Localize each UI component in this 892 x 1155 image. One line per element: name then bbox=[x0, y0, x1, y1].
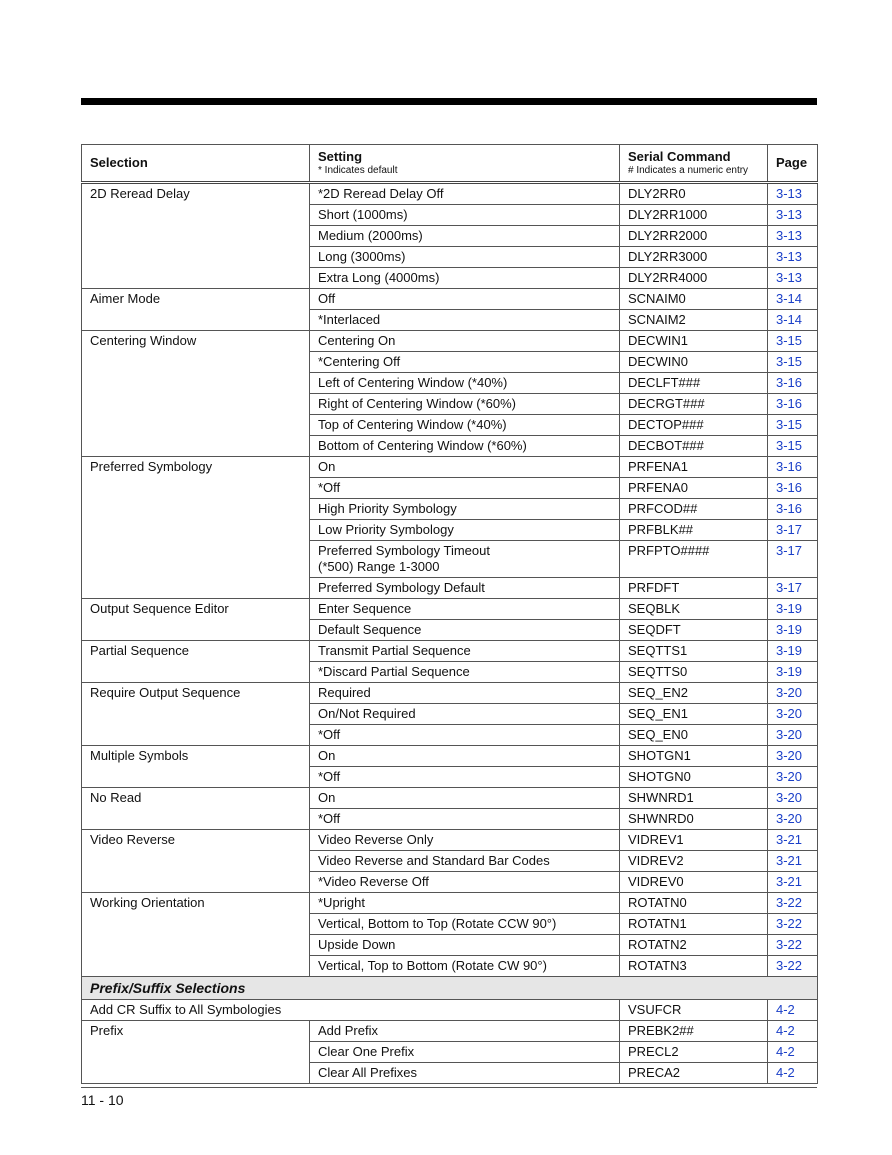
section-header-row bbox=[82, 977, 818, 1000]
setting-text: On bbox=[318, 459, 336, 474]
setting-cell bbox=[310, 226, 620, 247]
table-row bbox=[82, 1000, 818, 1021]
setting-cell bbox=[310, 872, 620, 893]
selection-cell: 2D Reread Delay bbox=[82, 183, 310, 289]
setting-cell bbox=[310, 478, 620, 499]
serial-command-cell: DLY2RR1000 bbox=[620, 205, 768, 226]
setting-text: *Discard Partial Sequence bbox=[318, 664, 470, 679]
page-link[interactable]: 4-2 bbox=[768, 1063, 818, 1084]
serial-command-cell: SEQ_EN0 bbox=[620, 725, 768, 746]
setting-text: Vertical, Bottom to Top (Rotate CCW 90°) bbox=[318, 916, 557, 931]
setting-text: Transmit Partial Sequence bbox=[318, 643, 471, 658]
setting-text: *Centering Off bbox=[318, 354, 401, 369]
setting-cell bbox=[310, 541, 620, 578]
setting-text: *Off bbox=[318, 811, 341, 826]
page-link[interactable]: 3-16 bbox=[768, 478, 818, 499]
serial-command-cell: DECBOT### bbox=[620, 436, 768, 457]
header-page: Page bbox=[768, 145, 818, 183]
setting-text: Bottom of Centering Window (*60%) bbox=[318, 438, 527, 453]
page-link[interactable]: 3-13 bbox=[768, 268, 818, 289]
table-header-row bbox=[82, 145, 818, 183]
serial-command-cell: SEQBLK bbox=[620, 599, 768, 620]
setting-text: Top of Centering Window (*40%) bbox=[318, 417, 507, 432]
selection-cell: Working Orientation bbox=[82, 893, 310, 977]
setting-text: On bbox=[318, 790, 336, 805]
serial-command-cell: PRECL2 bbox=[620, 1042, 768, 1063]
setting-text: Right of Centering Window (*60%) bbox=[318, 396, 516, 411]
page-link[interactable]: 3-17 bbox=[768, 541, 818, 578]
table-row bbox=[82, 830, 818, 851]
serial-command-cell: VIDREV2 bbox=[620, 851, 768, 872]
setting-cell bbox=[310, 247, 620, 268]
page-link[interactable]: 3-20 bbox=[768, 725, 818, 746]
setting-text: Extra Long (4000ms) bbox=[318, 270, 440, 285]
header-selection: Selection bbox=[82, 145, 310, 183]
serial-command-cell: VIDREV1 bbox=[620, 830, 768, 851]
setting-cell bbox=[310, 767, 620, 788]
section-title: Prefix/Suffix Selections bbox=[82, 977, 818, 1000]
setting-cell bbox=[310, 1063, 620, 1084]
serial-command-cell: ROTATN2 bbox=[620, 935, 768, 956]
serial-command-cell: SHWNRD1 bbox=[620, 788, 768, 809]
page-link[interactable]: 3-20 bbox=[768, 746, 818, 767]
setting-text: Video Reverse Only bbox=[318, 832, 434, 847]
table-row bbox=[82, 457, 818, 478]
setting-cell bbox=[310, 683, 620, 704]
setting-cell bbox=[310, 956, 620, 977]
page-link[interactable]: 3-16 bbox=[768, 373, 818, 394]
serial-command-cell: SHOTGN0 bbox=[620, 767, 768, 788]
table-row bbox=[82, 788, 818, 809]
setting-cell bbox=[310, 578, 620, 599]
serial-command-cell: ROTATN1 bbox=[620, 914, 768, 935]
setting-text: Clear All Prefixes bbox=[318, 1065, 417, 1080]
setting-cell bbox=[310, 331, 620, 352]
setting-cell bbox=[310, 183, 620, 205]
serial-command-cell: SCNAIM0 bbox=[620, 289, 768, 310]
header-setting: Setting * Indicates default bbox=[310, 145, 620, 183]
selection-cell: No Read bbox=[82, 788, 310, 830]
serial-command-cell: VSUFCR bbox=[620, 1000, 768, 1021]
page-link[interactable]: 3-22 bbox=[768, 935, 818, 956]
setting-cell bbox=[310, 893, 620, 914]
setting-text-line2: (*500) Range 1-3000 bbox=[318, 559, 440, 574]
setting-text: Default Sequence bbox=[318, 622, 422, 637]
table-row bbox=[82, 599, 818, 620]
page-link[interactable]: 3-19 bbox=[768, 662, 818, 683]
serial-command-cell: ROTATN3 bbox=[620, 956, 768, 977]
table-row bbox=[82, 683, 818, 704]
selection-cell: Require Output Sequence bbox=[82, 683, 310, 746]
setting-text: Low Priority Symbology bbox=[318, 522, 454, 537]
selection-cell: Add CR Suffix to All Symbologies bbox=[82, 1000, 620, 1021]
serial-command-cell: SEQ_EN2 bbox=[620, 683, 768, 704]
setting-cell bbox=[310, 394, 620, 415]
page-link[interactable]: 3-15 bbox=[768, 352, 818, 373]
serial-command-cell: ROTATN0 bbox=[620, 893, 768, 914]
setting-cell bbox=[310, 205, 620, 226]
setting-cell bbox=[310, 310, 620, 331]
serial-command-cell: PRFBLK## bbox=[620, 520, 768, 541]
page-link[interactable]: 3-14 bbox=[768, 289, 818, 310]
setting-text: Add Prefix bbox=[318, 1023, 378, 1038]
setting-text: *Off bbox=[318, 769, 341, 784]
table-row bbox=[82, 289, 818, 310]
setting-text: *Upright bbox=[318, 895, 365, 910]
serial-command-cell: PRFENA0 bbox=[620, 478, 768, 499]
setting-cell bbox=[310, 830, 620, 851]
setting-text: Left of Centering Window (*40%) bbox=[318, 375, 508, 390]
setting-text: Off bbox=[318, 291, 336, 306]
table-row bbox=[82, 641, 818, 662]
setting-cell bbox=[310, 520, 620, 541]
selection-cell: Aimer Mode bbox=[82, 289, 310, 331]
serial-command-cell: VIDREV0 bbox=[620, 872, 768, 893]
page-link[interactable]: 3-21 bbox=[768, 872, 818, 893]
selection-cell: Video Reverse bbox=[82, 830, 310, 893]
setting-text: Preferred Symbology Timeout bbox=[318, 543, 490, 558]
header-setting-note: * Indicates default bbox=[318, 165, 398, 176]
setting-text: Upside Down bbox=[318, 937, 396, 952]
selection-cell: Partial Sequence bbox=[82, 641, 310, 683]
setting-cell bbox=[310, 935, 620, 956]
page-link[interactable]: 3-20 bbox=[768, 683, 818, 704]
page-link[interactable]: 4-2 bbox=[768, 1000, 818, 1021]
page-link[interactable]: 3-20 bbox=[768, 767, 818, 788]
command-table bbox=[81, 144, 818, 1084]
serial-command-cell: DECWIN0 bbox=[620, 352, 768, 373]
footer-rule bbox=[81, 1087, 817, 1088]
setting-text: *2D Reread Delay Off bbox=[318, 186, 444, 201]
serial-command-cell: SCNAIM2 bbox=[620, 310, 768, 331]
setting-cell bbox=[310, 415, 620, 436]
page-link[interactable]: 3-21 bbox=[768, 851, 818, 872]
page-link[interactable]: 3-22 bbox=[768, 893, 818, 914]
page-link[interactable]: 3-16 bbox=[768, 499, 818, 520]
page-link[interactable]: 3-13 bbox=[768, 205, 818, 226]
setting-cell bbox=[310, 599, 620, 620]
setting-text: Centering On bbox=[318, 333, 396, 348]
command-table-container bbox=[81, 144, 817, 1084]
serial-command-cell: PRFPTO#### bbox=[620, 541, 768, 578]
table-row bbox=[82, 893, 818, 914]
table-row bbox=[82, 331, 818, 352]
setting-cell bbox=[310, 662, 620, 683]
table-row bbox=[82, 1021, 818, 1042]
setting-text: Medium (2000ms) bbox=[318, 228, 423, 243]
selection-cell: Output Sequence Editor bbox=[82, 599, 310, 641]
setting-text: *Off bbox=[318, 727, 341, 742]
selection-cell: Centering Window bbox=[82, 331, 310, 457]
header-serial-note: # Indicates a numeric entry bbox=[628, 165, 749, 176]
table-row bbox=[82, 746, 818, 767]
page-link[interactable]: 3-13 bbox=[768, 226, 818, 247]
setting-text: Video Reverse and Standard Bar Codes bbox=[318, 853, 550, 868]
serial-command-cell: SEQDFT bbox=[620, 620, 768, 641]
setting-text: Vertical, Top to Bottom (Rotate CW 90°) bbox=[318, 958, 547, 973]
serial-command-cell: SEQTTS1 bbox=[620, 641, 768, 662]
serial-command-cell: DECTOP### bbox=[620, 415, 768, 436]
top-rule bbox=[81, 98, 817, 105]
setting-cell bbox=[310, 1021, 620, 1042]
page-link[interactable]: 3-16 bbox=[768, 394, 818, 415]
serial-command-cell: PRFENA1 bbox=[620, 457, 768, 478]
serial-command-cell: DLY2RR4000 bbox=[620, 268, 768, 289]
setting-cell bbox=[310, 851, 620, 872]
page-link[interactable]: 3-15 bbox=[768, 331, 818, 352]
setting-cell bbox=[310, 268, 620, 289]
setting-cell bbox=[310, 746, 620, 767]
serial-command-cell: DLY2RR0 bbox=[620, 183, 768, 205]
selection-cell: Multiple Symbols bbox=[82, 746, 310, 788]
serial-command-cell: PREBK2## bbox=[620, 1021, 768, 1042]
serial-command-cell: PRECA2 bbox=[620, 1063, 768, 1084]
footer-page-number: 11 - 10 bbox=[81, 1092, 124, 1108]
serial-command-cell: DLY2RR3000 bbox=[620, 247, 768, 268]
serial-command-cell: DLY2RR2000 bbox=[620, 226, 768, 247]
setting-cell bbox=[310, 788, 620, 809]
serial-command-cell: PRFCOD## bbox=[620, 499, 768, 520]
setting-text: On bbox=[318, 748, 336, 763]
serial-command-cell: PRFDFT bbox=[620, 578, 768, 599]
page-link[interactable]: 3-19 bbox=[768, 599, 818, 620]
selection-cell: Prefix bbox=[82, 1021, 310, 1084]
page-link[interactable]: 4-2 bbox=[768, 1021, 818, 1042]
setting-cell bbox=[310, 352, 620, 373]
page-link[interactable]: 3-16 bbox=[768, 457, 818, 478]
serial-command-cell: SHWNRD0 bbox=[620, 809, 768, 830]
setting-cell bbox=[310, 436, 620, 457]
setting-text: Preferred Symbology Default bbox=[318, 580, 485, 595]
setting-cell bbox=[310, 914, 620, 935]
setting-text: *Off bbox=[318, 480, 341, 495]
setting-cell bbox=[310, 457, 620, 478]
setting-cell bbox=[310, 373, 620, 394]
table-row bbox=[82, 183, 818, 205]
setting-text: Long (3000ms) bbox=[318, 249, 406, 264]
setting-text: On/Not Required bbox=[318, 706, 416, 721]
setting-cell bbox=[310, 289, 620, 310]
page-link[interactable]: 3-17 bbox=[768, 578, 818, 599]
table-body bbox=[82, 183, 818, 1084]
setting-cell bbox=[310, 809, 620, 830]
setting-text: High Priority Symbology bbox=[318, 501, 457, 516]
page-link[interactable]: 3-13 bbox=[768, 247, 818, 268]
setting-text: Clear One Prefix bbox=[318, 1044, 415, 1059]
page-link[interactable]: 3-15 bbox=[768, 436, 818, 457]
setting-text: *Interlaced bbox=[318, 312, 381, 327]
page-link[interactable]: 3-17 bbox=[768, 520, 818, 541]
setting-cell bbox=[310, 641, 620, 662]
page-link[interactable]: 3-22 bbox=[768, 914, 818, 935]
setting-cell bbox=[310, 1042, 620, 1063]
page-link[interactable]: 3-13 bbox=[768, 183, 818, 205]
page-link[interactable]: 3-21 bbox=[768, 830, 818, 851]
page-link[interactable]: 3-19 bbox=[768, 620, 818, 641]
setting-text: Short (1000ms) bbox=[318, 207, 408, 222]
setting-cell bbox=[310, 704, 620, 725]
setting-cell bbox=[310, 620, 620, 641]
page-link[interactable]: 3-20 bbox=[768, 809, 818, 830]
page-link[interactable]: 4-2 bbox=[768, 1042, 818, 1063]
serial-command-cell: SEQTTS0 bbox=[620, 662, 768, 683]
page-link[interactable]: 3-20 bbox=[768, 788, 818, 809]
serial-command-cell: DECRGT### bbox=[620, 394, 768, 415]
header-serial-command: Serial Command # Indicates a numeric entry bbox=[620, 145, 768, 183]
setting-text: Required bbox=[318, 685, 371, 700]
page-link[interactable]: 3-20 bbox=[768, 704, 818, 725]
page-link[interactable]: 3-15 bbox=[768, 415, 818, 436]
serial-command-cell: SEQ_EN1 bbox=[620, 704, 768, 725]
selection-cell: Preferred Symbology bbox=[82, 457, 310, 599]
serial-command-cell: DECLFT### bbox=[620, 373, 768, 394]
setting-cell bbox=[310, 499, 620, 520]
setting-text: *Video Reverse Off bbox=[318, 874, 429, 889]
setting-text: Enter Sequence bbox=[318, 601, 412, 616]
page-link[interactable]: 3-14 bbox=[768, 310, 818, 331]
page-link[interactable]: 3-22 bbox=[768, 956, 818, 977]
setting-cell bbox=[310, 725, 620, 746]
serial-command-cell: SHOTGN1 bbox=[620, 746, 768, 767]
serial-command-cell: DECWIN1 bbox=[620, 331, 768, 352]
page-link[interactable]: 3-19 bbox=[768, 641, 818, 662]
